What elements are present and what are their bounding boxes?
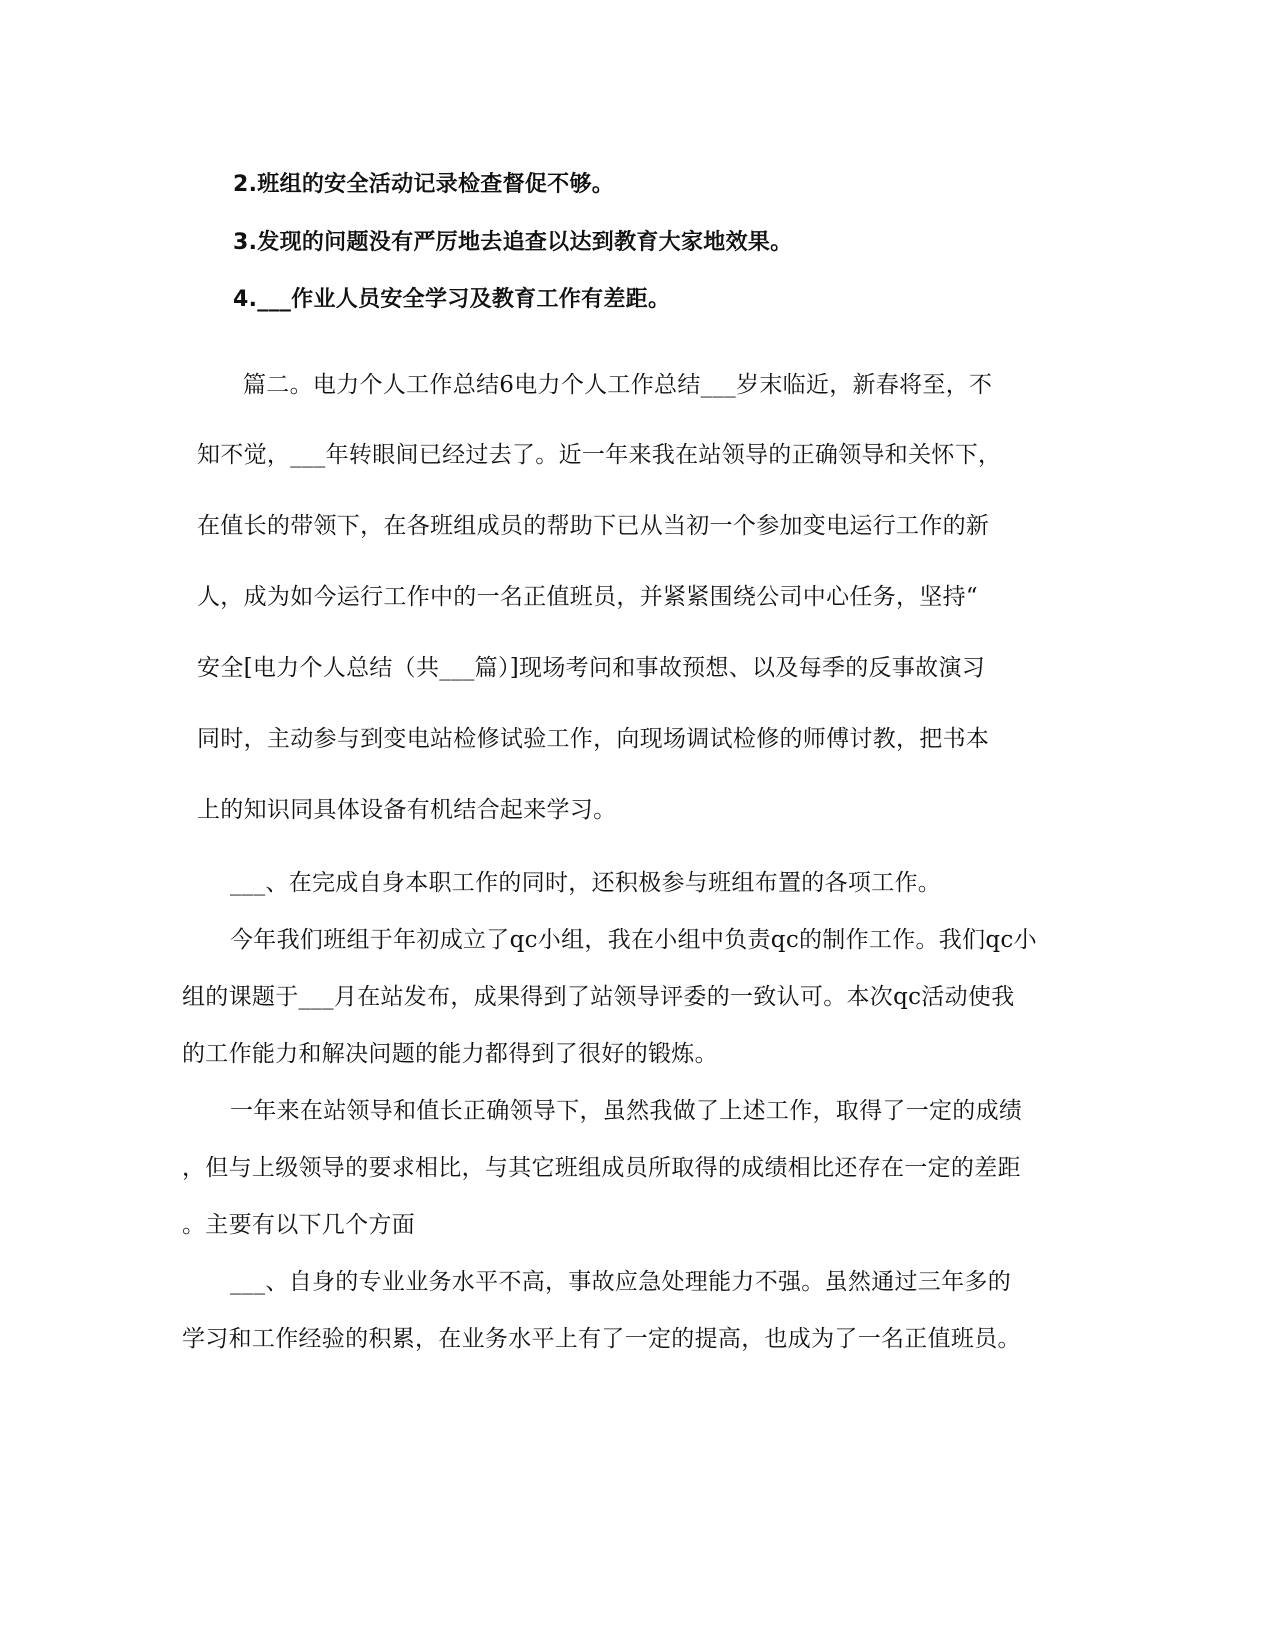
paragraph-line: 知不觉，___年转眼间已经过去了。近一年来我在站领导的正确领导和关怀下，	[197, 442, 1002, 468]
paragraph-line: 组的课题于___月在站发布，成果得到了站领导评委的一致认可。本次qc活动使我	[182, 984, 1015, 1010]
paragraph-line: 篇二。电力个人工作总结6电力个人工作总结___岁末临近，新春将至，不	[243, 372, 993, 398]
paragraph-line: 在值长的带领下，在各班组成员的帮助下已从当初一个参加变电运行工作的新	[197, 513, 990, 539]
paragraph-line: 一年来在站领导和值长正确领导下，虽然我做了上述工作，取得了一定的成绩	[230, 1098, 1023, 1124]
list-item: 3.发现的问题没有严厉地去追查以达到教育大家地效果。	[233, 230, 793, 255]
paragraph-line: ___、在完成自身本职工作的同时，还积极参与班组布置的各项工作。	[230, 870, 942, 896]
paragraph-line: 上的知识同具体设备有机结合起来学习。	[197, 797, 617, 823]
paragraph-line: 学习和工作经验的积累，在业务水平上有了一定的提高，也成为了一名正值班员。	[182, 1326, 1021, 1352]
paragraph-line: 安全[电力个人总结（共___篇）]现场考问和事故预想、以及每季的反事故演习	[197, 655, 986, 681]
paragraph-line: 的工作能力和解决问题的能力都得到了很好的锻炼。	[182, 1041, 718, 1067]
paragraph-line: ，但与上级领导的要求相比，与其它班组成员所取得的成绩相比还存在一定的差距	[182, 1155, 1021, 1181]
paragraph-line: 同时，主动参与到变电站检修试验工作，向现场调试检修的师傅讨教，把书本	[197, 726, 990, 752]
paragraph-line: 人，成为如今运行工作中的一名正值班员，并紧紧围绕公司中心任务，坚持“	[197, 584, 978, 610]
list-item: 2.班组的安全活动记录检查督促不够。	[233, 172, 615, 197]
paragraph-line: ___、自身的专业业务水平不高，事故应急处理能力不强。虽然通过三年多的	[230, 1269, 1011, 1295]
paragraph-line: 今年我们班组于年初成立了qc小组，我在小组中负责qc的制作工作。我们qc小	[230, 927, 1037, 953]
list-item: 4.___作业人员安全学习及教育工作有差距。	[233, 287, 671, 312]
paragraph-line: 。主要有以下几个方面	[182, 1212, 415, 1238]
